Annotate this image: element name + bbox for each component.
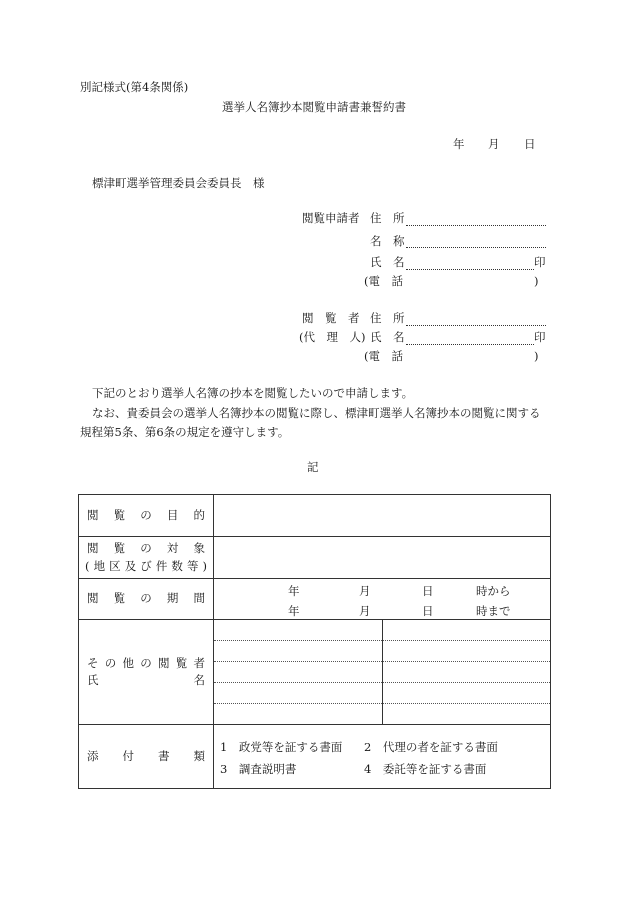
viewer-phone-close: ) (534, 349, 539, 363)
applicant-phone-label: (電 話 (364, 274, 403, 288)
period-to-year: 年 (288, 604, 300, 618)
applicant-address-field[interactable] (406, 225, 546, 226)
attachment-item-2[interactable]: 2 代理の者を証する書面 (364, 739, 498, 754)
date-year-label: 年 (453, 137, 465, 151)
applicant-name-field[interactable] (406, 269, 534, 270)
attachments-label-cell (79, 725, 214, 789)
other-viewer-name-7[interactable] (214, 683, 382, 704)
body-line-3: 規程第5条、第6条の規定を遵守します。 (80, 425, 290, 439)
attachments-label: 添 付 書 類 (87, 748, 205, 763)
others-label-cell (79, 620, 214, 725)
period-from-time: 時から (476, 584, 511, 598)
attachments-row-2 (214, 757, 550, 779)
viewer-seal-mark: 印 (534, 330, 546, 344)
application-table (78, 494, 551, 789)
period-to-day: 日 (422, 604, 434, 618)
applicant-address-label: 住 所 (370, 211, 405, 225)
applicant-name-label: 氏 名 (370, 255, 405, 269)
target-label: 閲 覧 の 対 象 (87, 541, 205, 556)
body-line-2: なお、貴委員会の選挙人名簿抄本の閲覧に際し、標津町選挙人名簿抄本の閲覧に関する (92, 406, 541, 420)
target-sublabel: ( 地 区 及 び 件 数 等 ) (85, 558, 207, 573)
applicant-section-label: 閲覧申請者 (302, 211, 360, 225)
attachment-item-4[interactable]: 4 委託等を証する書面 (364, 761, 487, 776)
ki-heading: 記 (307, 460, 319, 474)
viewer-section-label: 閲 覧 者 (302, 311, 360, 325)
addressee: 標津町選挙管理委員会委員長 様 (92, 176, 265, 190)
period-from-year: 年 (288, 584, 300, 598)
other-viewer-name-2[interactable] (382, 620, 550, 641)
attachments-row-1 (214, 735, 550, 757)
other-viewer-name-6[interactable] (382, 662, 550, 683)
viewer-phone-label: (電 話 (364, 349, 403, 363)
period-from-day: 日 (422, 584, 434, 598)
other-viewer-name-10[interactable] (382, 704, 550, 725)
other-viewer-name-8[interactable] (382, 683, 550, 704)
purpose-label-cell (79, 495, 214, 537)
others-label: そ の 他 の 閲 覧 者 (87, 655, 205, 670)
attachments-field (214, 725, 551, 789)
period-label: 閲 覧 の 期 間 (87, 591, 205, 606)
other-viewer-name-4[interactable] (382, 641, 550, 662)
viewer-name-field[interactable] (406, 344, 534, 345)
other-viewer-name-9[interactable] (214, 704, 382, 725)
period-to-month: 月 (359, 604, 371, 618)
period-field[interactable] (214, 579, 551, 620)
period-from-row (214, 579, 550, 599)
other-viewer-name-5[interactable] (214, 662, 382, 683)
period-to-time: 時まで (476, 604, 511, 618)
applicant-phone-close: ) (534, 274, 539, 288)
period-from-month: 月 (359, 584, 371, 598)
period-to-row (214, 599, 550, 619)
viewer-proxy-label: (代 理 人) (299, 330, 366, 344)
others-field (214, 620, 551, 725)
applicant-org-name-label: 名 称 (370, 234, 405, 248)
attachment-item-1[interactable]: 1 政党等を証する書面 (220, 739, 343, 754)
applicant-org-name-field[interactable] (406, 247, 546, 248)
form-reference: 別記様式(第4条関係) (80, 80, 189, 94)
period-label-cell (79, 579, 214, 620)
others-name-grid (214, 620, 550, 724)
purpose-label: 閲 覧 の 目 的 (87, 507, 205, 522)
target-field[interactable] (214, 537, 551, 579)
document-title: 選挙人名簿抄本閲覧申請書兼誓約書 (222, 100, 406, 114)
applicant-seal-mark: 印 (534, 255, 546, 269)
attachment-item-3[interactable]: 3 調査説明書 (220, 761, 297, 776)
target-label-cell (79, 537, 214, 579)
others-sublabel: 氏 名 (87, 673, 205, 687)
other-viewer-name-1[interactable] (214, 620, 382, 641)
other-viewer-name-3[interactable] (214, 641, 382, 662)
body-line-1: 下記のとおり選挙人名簿の抄本を閲覧したいので申請します。 (92, 386, 414, 400)
purpose-field[interactable] (214, 495, 551, 537)
viewer-address-field[interactable] (406, 325, 546, 326)
date-month-label: 月 (488, 137, 500, 151)
viewer-address-label: 住 所 (370, 311, 405, 325)
date-day-label: 日 (524, 137, 536, 151)
viewer-name-label: 氏 名 (370, 330, 405, 344)
